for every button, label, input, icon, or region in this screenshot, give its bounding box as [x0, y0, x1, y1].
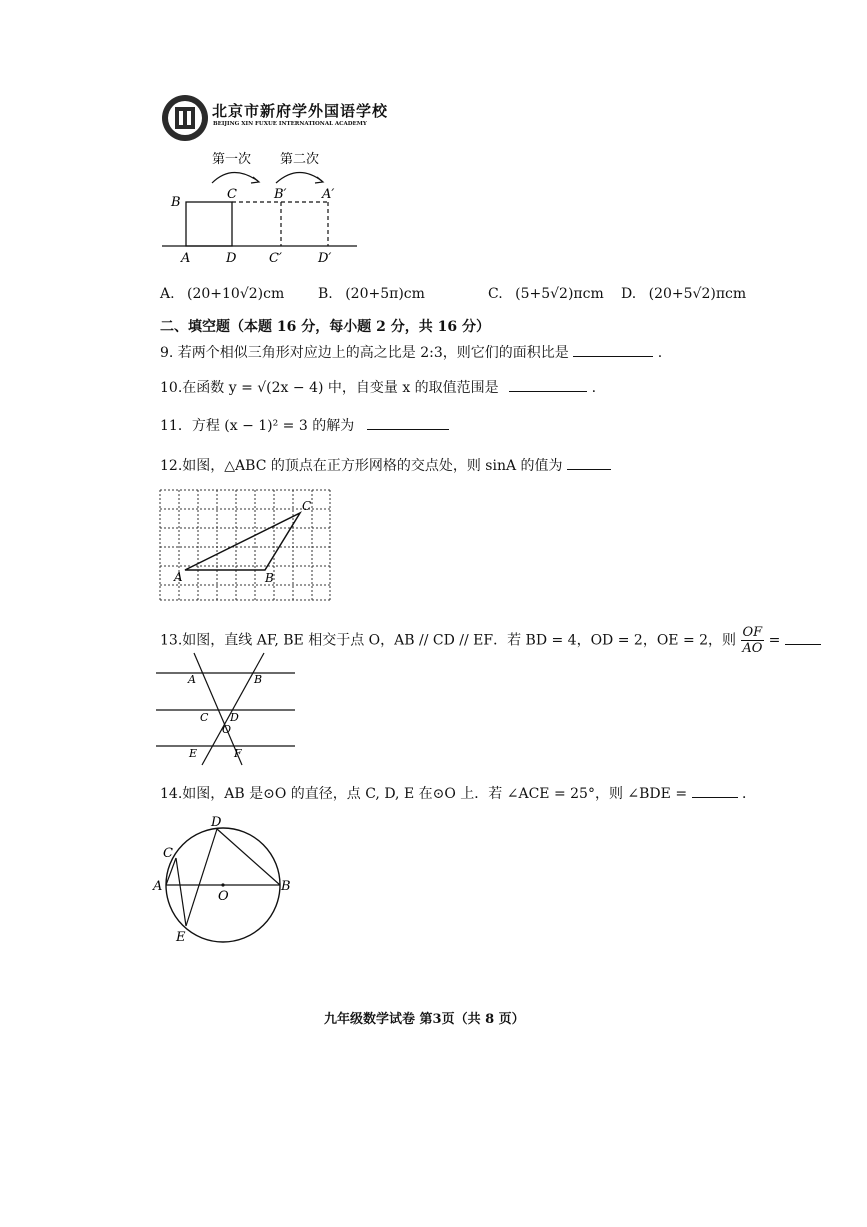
point-A: A [181, 251, 191, 266]
section-title: 二、填空题（本题 16 分，每小题 2 分，共 16 分） [160, 319, 490, 335]
page-footer: 九年级数学试卷 第3页（共 8 页） [324, 1012, 525, 1027]
option-d [621, 285, 746, 303]
answer-blank-10[interactable] [509, 377, 587, 392]
option-a-label: A. [160, 286, 175, 302]
school-name-en: BEIJING XIN FUXUE INTERNATIONAL ACADEMY [213, 121, 367, 127]
point-B: B [265, 571, 274, 585]
answer-blank-13[interactable] [785, 630, 821, 645]
point-O: O [218, 889, 229, 904]
center-dot [221, 883, 224, 886]
option-b-label: B. [318, 286, 333, 302]
question-9-end: . [657, 345, 663, 361]
question-11 [160, 415, 449, 435]
arrow-first [212, 172, 258, 183]
point-D: D [226, 251, 237, 266]
option-b [318, 285, 425, 303]
question-12-text: 12.如图，△ABC 的顶点在正方形网格的交点处，则 sinA 的值为 [160, 458, 563, 474]
option-c-expr: (5+5√2)πcm [515, 286, 604, 302]
point-Aprime: A′ [322, 187, 335, 202]
label-first-roll: 第一次 [212, 152, 252, 167]
point-O: O [222, 723, 232, 736]
point-E: E [176, 930, 186, 945]
option-b-expr: (20+5π)cm [345, 286, 425, 302]
point-Dprime: D′ [318, 251, 332, 266]
line-be [202, 653, 264, 765]
point-A: A [188, 673, 196, 686]
point-B: B [254, 673, 263, 686]
question-14-text: 14.如图，AB 是⊙O 的直径，点 C, D, E 在⊙O 上．若 ∠ACE = 25°，则 ∠BDE = [160, 786, 688, 802]
point-D: D [211, 815, 222, 830]
point-C: C [200, 711, 209, 724]
option-a [160, 285, 284, 303]
option-d-expr: (20+5√2)πcm [648, 286, 747, 302]
label-second-roll: 第二次 [280, 152, 320, 167]
option-c-label: C. [488, 286, 503, 302]
segment-ce [176, 858, 186, 926]
question-14 [160, 783, 756, 803]
answer-blank-9[interactable] [573, 342, 653, 357]
point-B: B [171, 195, 181, 210]
point-C: C [163, 846, 173, 861]
circle-diameter-figure [150, 810, 300, 950]
question-10 [160, 377, 596, 397]
segment-db [217, 829, 280, 885]
school-header [160, 93, 389, 143]
rectangle-abcd [186, 202, 232, 246]
point-B: B [281, 879, 291, 894]
point-A: A [153, 879, 163, 894]
point-A: A [174, 570, 183, 584]
point-E: E [189, 747, 198, 760]
point-Cprime: C′ [269, 251, 282, 266]
question-9 [160, 342, 662, 362]
point-D: D [230, 711, 239, 724]
point-C: C [227, 187, 237, 202]
option-a-expr: (20+10√2)cm [187, 286, 285, 302]
segment-ed [186, 829, 217, 926]
point-C: C [302, 499, 312, 513]
fraction-of-ao [741, 625, 765, 656]
question-10-text: 10.在函数 y = √(2x − 4) 中，自变量 x 的取值范围是 [160, 380, 499, 396]
fraction-numerator: OF [742, 625, 763, 640]
question-13-text: 13.如图，直线 AF, BE 相交于点 O，AB // CD // EF．若 BD = 4，OD = 2，OE = 2，则 [160, 632, 737, 649]
question-9-text: 9. 若两个相似三角形对应边上的高之比是 2:3，则它们的面积比是 [160, 345, 569, 361]
option-d-label: D. [621, 286, 637, 302]
question-10-end: . [591, 380, 597, 396]
option-c [488, 285, 604, 303]
question-14-end: ． [741, 786, 756, 802]
triangle-abc [185, 513, 300, 570]
answer-blank-14[interactable] [692, 783, 738, 798]
answer-blank-11[interactable] [367, 415, 449, 430]
answer-blank-12[interactable] [567, 455, 611, 470]
arrow-second-head [315, 177, 323, 183]
question-12 [160, 455, 611, 475]
grid-triangle-figure [155, 485, 335, 605]
point-Bprime: B′ [274, 187, 287, 202]
point-F: F [234, 747, 242, 760]
school-name-cn: 北京市新府学外国语学校 [212, 102, 389, 120]
school-logo [160, 93, 210, 143]
parallel-lines-figure [152, 650, 302, 768]
fraction-denominator: AO [742, 641, 763, 656]
question-11-text: 11．方程 (x − 1)² = 3 的解为 [160, 418, 355, 434]
arrow-second [276, 172, 322, 183]
question-13-eq: = [768, 632, 781, 649]
rolling-rectangle-figure [150, 145, 370, 270]
